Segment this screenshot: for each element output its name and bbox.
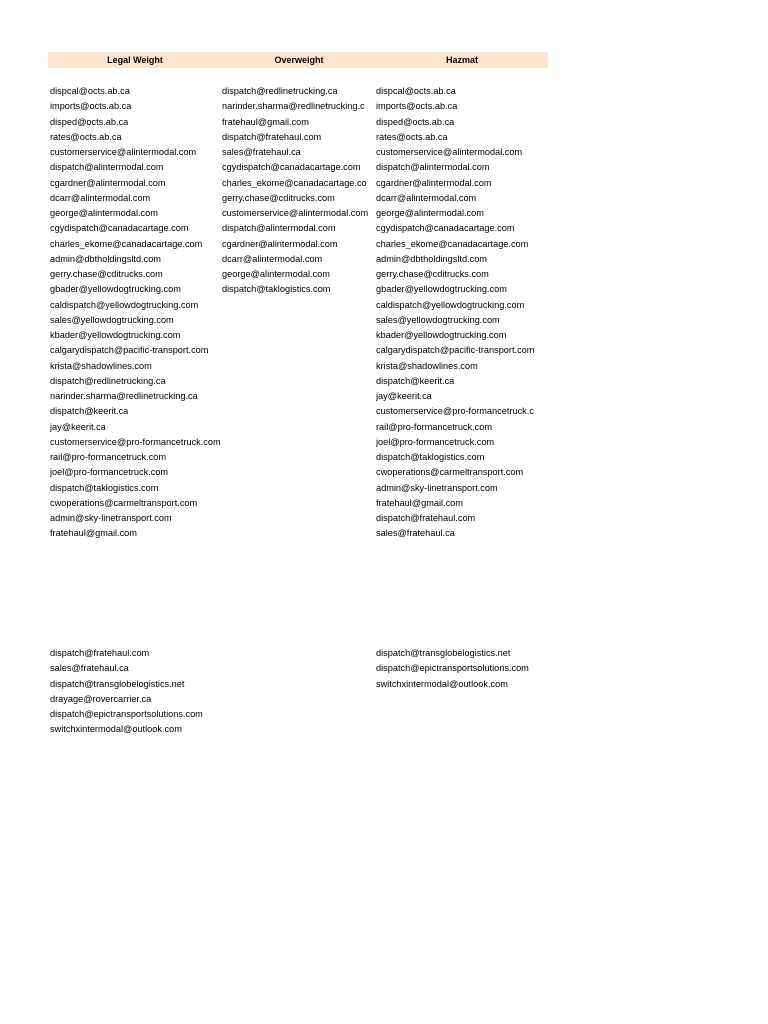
- overweight-email: dcarr@alintermodal.com: [222, 253, 323, 264]
- hazmat-email: rail@pro-formancetruck.com: [376, 421, 493, 432]
- hazmat-email: dcarr@alintermodal.com: [376, 192, 477, 203]
- legal-weight-email: imports@octs.ab.ca: [50, 101, 132, 112]
- legal-weight-email: charles_ekome@canadacartage.com: [50, 238, 203, 249]
- legal-weight-email: cwoperations@carmeltransport.com: [50, 497, 198, 508]
- legal-weight-email: gbader@yellowdogtrucking.com: [50, 284, 181, 295]
- overweight-email: charles_ekome@canadacartage.co: [222, 177, 367, 188]
- legal-weight-email: dispatch@alintermodal.com: [50, 162, 164, 173]
- hazmat-email: dispatch@fratehaul.com: [376, 513, 476, 523]
- overweight-email: dispatch@fratehaul.com: [222, 131, 322, 142]
- header-row: [48, 52, 548, 68]
- overweight-email: fratehaul@gmail.com: [222, 116, 309, 127]
- legal-weight-email: krista@shadowlines.com: [50, 360, 152, 371]
- legal-weight-email: dispcal@octs.ab.ca: [50, 86, 130, 96]
- legal-weight-email: calgarydispatch@pacific-transport.com: [50, 345, 209, 356]
- legal-weight-email: rail@pro-formancetruck.com: [50, 452, 167, 462]
- legal-weight-email: kbader@yellowdogtrucking.com: [50, 330, 181, 340]
- legal-weight-extra-column: [50, 646, 222, 738]
- legal-weight-extra-email: dispatch@transglobelogistics.net: [50, 678, 185, 689]
- legal-weight-email: dispatch@keerit.ca: [50, 406, 129, 417]
- overweight-email: dispatch@alintermodal.com: [222, 223, 336, 234]
- overweight-email: gerry.chase@cditrucks.com: [222, 192, 335, 203]
- legal-weight-email: sales@yellowdogtrucking.com: [50, 314, 174, 325]
- overweight-email: cgydispatch@canadacartage.com: [222, 162, 361, 173]
- hazmat-email: customerservice@pro-formancetruck.c: [376, 406, 534, 417]
- hazmat-email: disped@octs.ab.ca: [376, 116, 455, 127]
- legal-weight-email: gerry.chase@cditrucks.com: [50, 269, 163, 279]
- overweight-email: dispatch@taklogistics.com: [222, 284, 331, 295]
- hazmat-email: admin@dbtholdingsltd.com: [376, 253, 487, 264]
- hazmat-extra-email: dispatch@epictransportsolutions.com: [376, 663, 529, 674]
- hazmat-email: customerservice@alintermodal.com: [376, 147, 523, 157]
- header-legal-weight: Legal Weight: [107, 55, 163, 65]
- legal-weight-email: admin@dbtholdingsltd.com: [50, 253, 161, 264]
- legal-weight-extra-email: dispatch@fratehaul.com: [50, 648, 150, 658]
- legal-weight-email: dispatch@redlinetrucking.ca: [50, 375, 166, 386]
- hazmat-email: dispatch@alintermodal.com: [376, 162, 490, 173]
- legal-weight-email: customerservice@alintermodal.com: [50, 147, 197, 157]
- header-hazmat: Hazmat: [445, 55, 478, 65]
- legal-weight-email: admin@sky-linetransport.com: [50, 513, 172, 523]
- hazmat-email: dispcal@octs.ab.ca: [376, 86, 456, 96]
- hazmat-extra-email: switchxintermodal@outlook.com: [376, 678, 508, 689]
- legal-weight-email: disped@octs.ab.ca: [50, 116, 129, 127]
- hazmat-email: fratehaul@gmail.com: [376, 497, 463, 508]
- legal-weight-email: fratehaul@gmail.com: [50, 528, 137, 539]
- legal-weight-extra-email: dispatch@epictransportsolutions.com: [50, 709, 203, 719]
- hazmat-email: cwoperations@carmeltransport.com: [376, 467, 524, 478]
- hazmat-email: george@alintermodal.com: [376, 208, 484, 218]
- legal-weight-email: customerservice@pro-formancetruck.com: [50, 436, 221, 447]
- hazmat-email: cgydispatch@canadacartage.com: [376, 223, 515, 234]
- legal-weight-email: dispatch@taklogistics.com: [50, 482, 159, 493]
- hazmat-extra-email: dispatch@transglobelogistics.net: [376, 648, 511, 658]
- legal-weight-column: [50, 84, 222, 542]
- legal-weight-email: jay@keerit.ca: [50, 421, 106, 432]
- overweight-email: george@alintermodal.com: [222, 269, 330, 279]
- hazmat-email: gbader@yellowdogtrucking.com: [376, 284, 507, 295]
- overweight-email: sales@fratehaul.ca: [222, 147, 301, 157]
- legal-weight-extra-email: sales@fratehaul.ca: [50, 663, 129, 674]
- hazmat-email: calgarydispatch@pacific-transport.com: [376, 345, 535, 356]
- overweight-email: cgardner@alintermodal.com: [222, 238, 338, 249]
- hazmat-email: sales@fratehaul.ca: [376, 528, 455, 539]
- hazmat-email: gerry.chase@cditrucks.com: [376, 269, 489, 279]
- legal-weight-extra-email: drayage@rovercarrier.ca: [50, 693, 152, 704]
- hazmat-email: dispatch@taklogistics.com: [376, 452, 485, 462]
- overweight-email: customerservice@alintermodal.com: [222, 208, 369, 218]
- hazmat-column: [376, 84, 548, 542]
- legal-weight-extra-email: switchxintermodal@outlook.com: [50, 724, 182, 735]
- hazmat-email: cgardner@alintermodal.com: [376, 177, 492, 188]
- legal-weight-email: rates@octs.ab.ca: [50, 131, 122, 142]
- overweight-column: [222, 84, 376, 298]
- legal-weight-email: cgydispatch@canadacartage.com: [50, 223, 189, 234]
- overweight-email: dispatch@redlinetrucking.ca: [222, 86, 338, 96]
- legal-weight-email: dcarr@alintermodal.com: [50, 192, 151, 203]
- hazmat-email: imports@octs.ab.ca: [376, 101, 458, 112]
- email-sheet: [48, 52, 548, 735]
- hazmat-email: jay@keerit.ca: [376, 391, 432, 401]
- hazmat-email: caldispatch@yellowdogtrucking.com: [376, 299, 525, 310]
- legal-weight-email: joel@pro-formancetruck.com: [50, 467, 169, 478]
- hazmat-email: joel@pro-formancetruck.com: [376, 436, 495, 447]
- hazmat-email: sales@yellowdogtrucking.com: [376, 314, 500, 325]
- hazmat-extra-column: [376, 646, 548, 692]
- hazmat-email: dispatch@keerit.ca: [376, 375, 455, 386]
- legal-weight-email: george@alintermodal.com: [50, 208, 158, 218]
- hazmat-email: rates@octs.ab.ca: [376, 131, 448, 142]
- legal-weight-email: cgardner@alintermodal.com: [50, 177, 166, 188]
- legal-weight-email: narinder.sharma@redlinetrucking.ca: [50, 391, 198, 401]
- hazmat-email: admin@sky-linetransport.com: [376, 482, 498, 493]
- overweight-email: narinder.sharma@redlinetrucking.c: [222, 101, 365, 112]
- header-overweight: Overweight: [274, 55, 324, 65]
- hazmat-email: charles_ekome@canadacartage.com: [376, 238, 529, 249]
- legal-weight-email: caldispatch@yellowdogtrucking.com: [50, 299, 199, 310]
- hazmat-email: krista@shadowlines.com: [376, 360, 478, 371]
- hazmat-email: kbader@yellowdogtrucking.com: [376, 330, 507, 340]
